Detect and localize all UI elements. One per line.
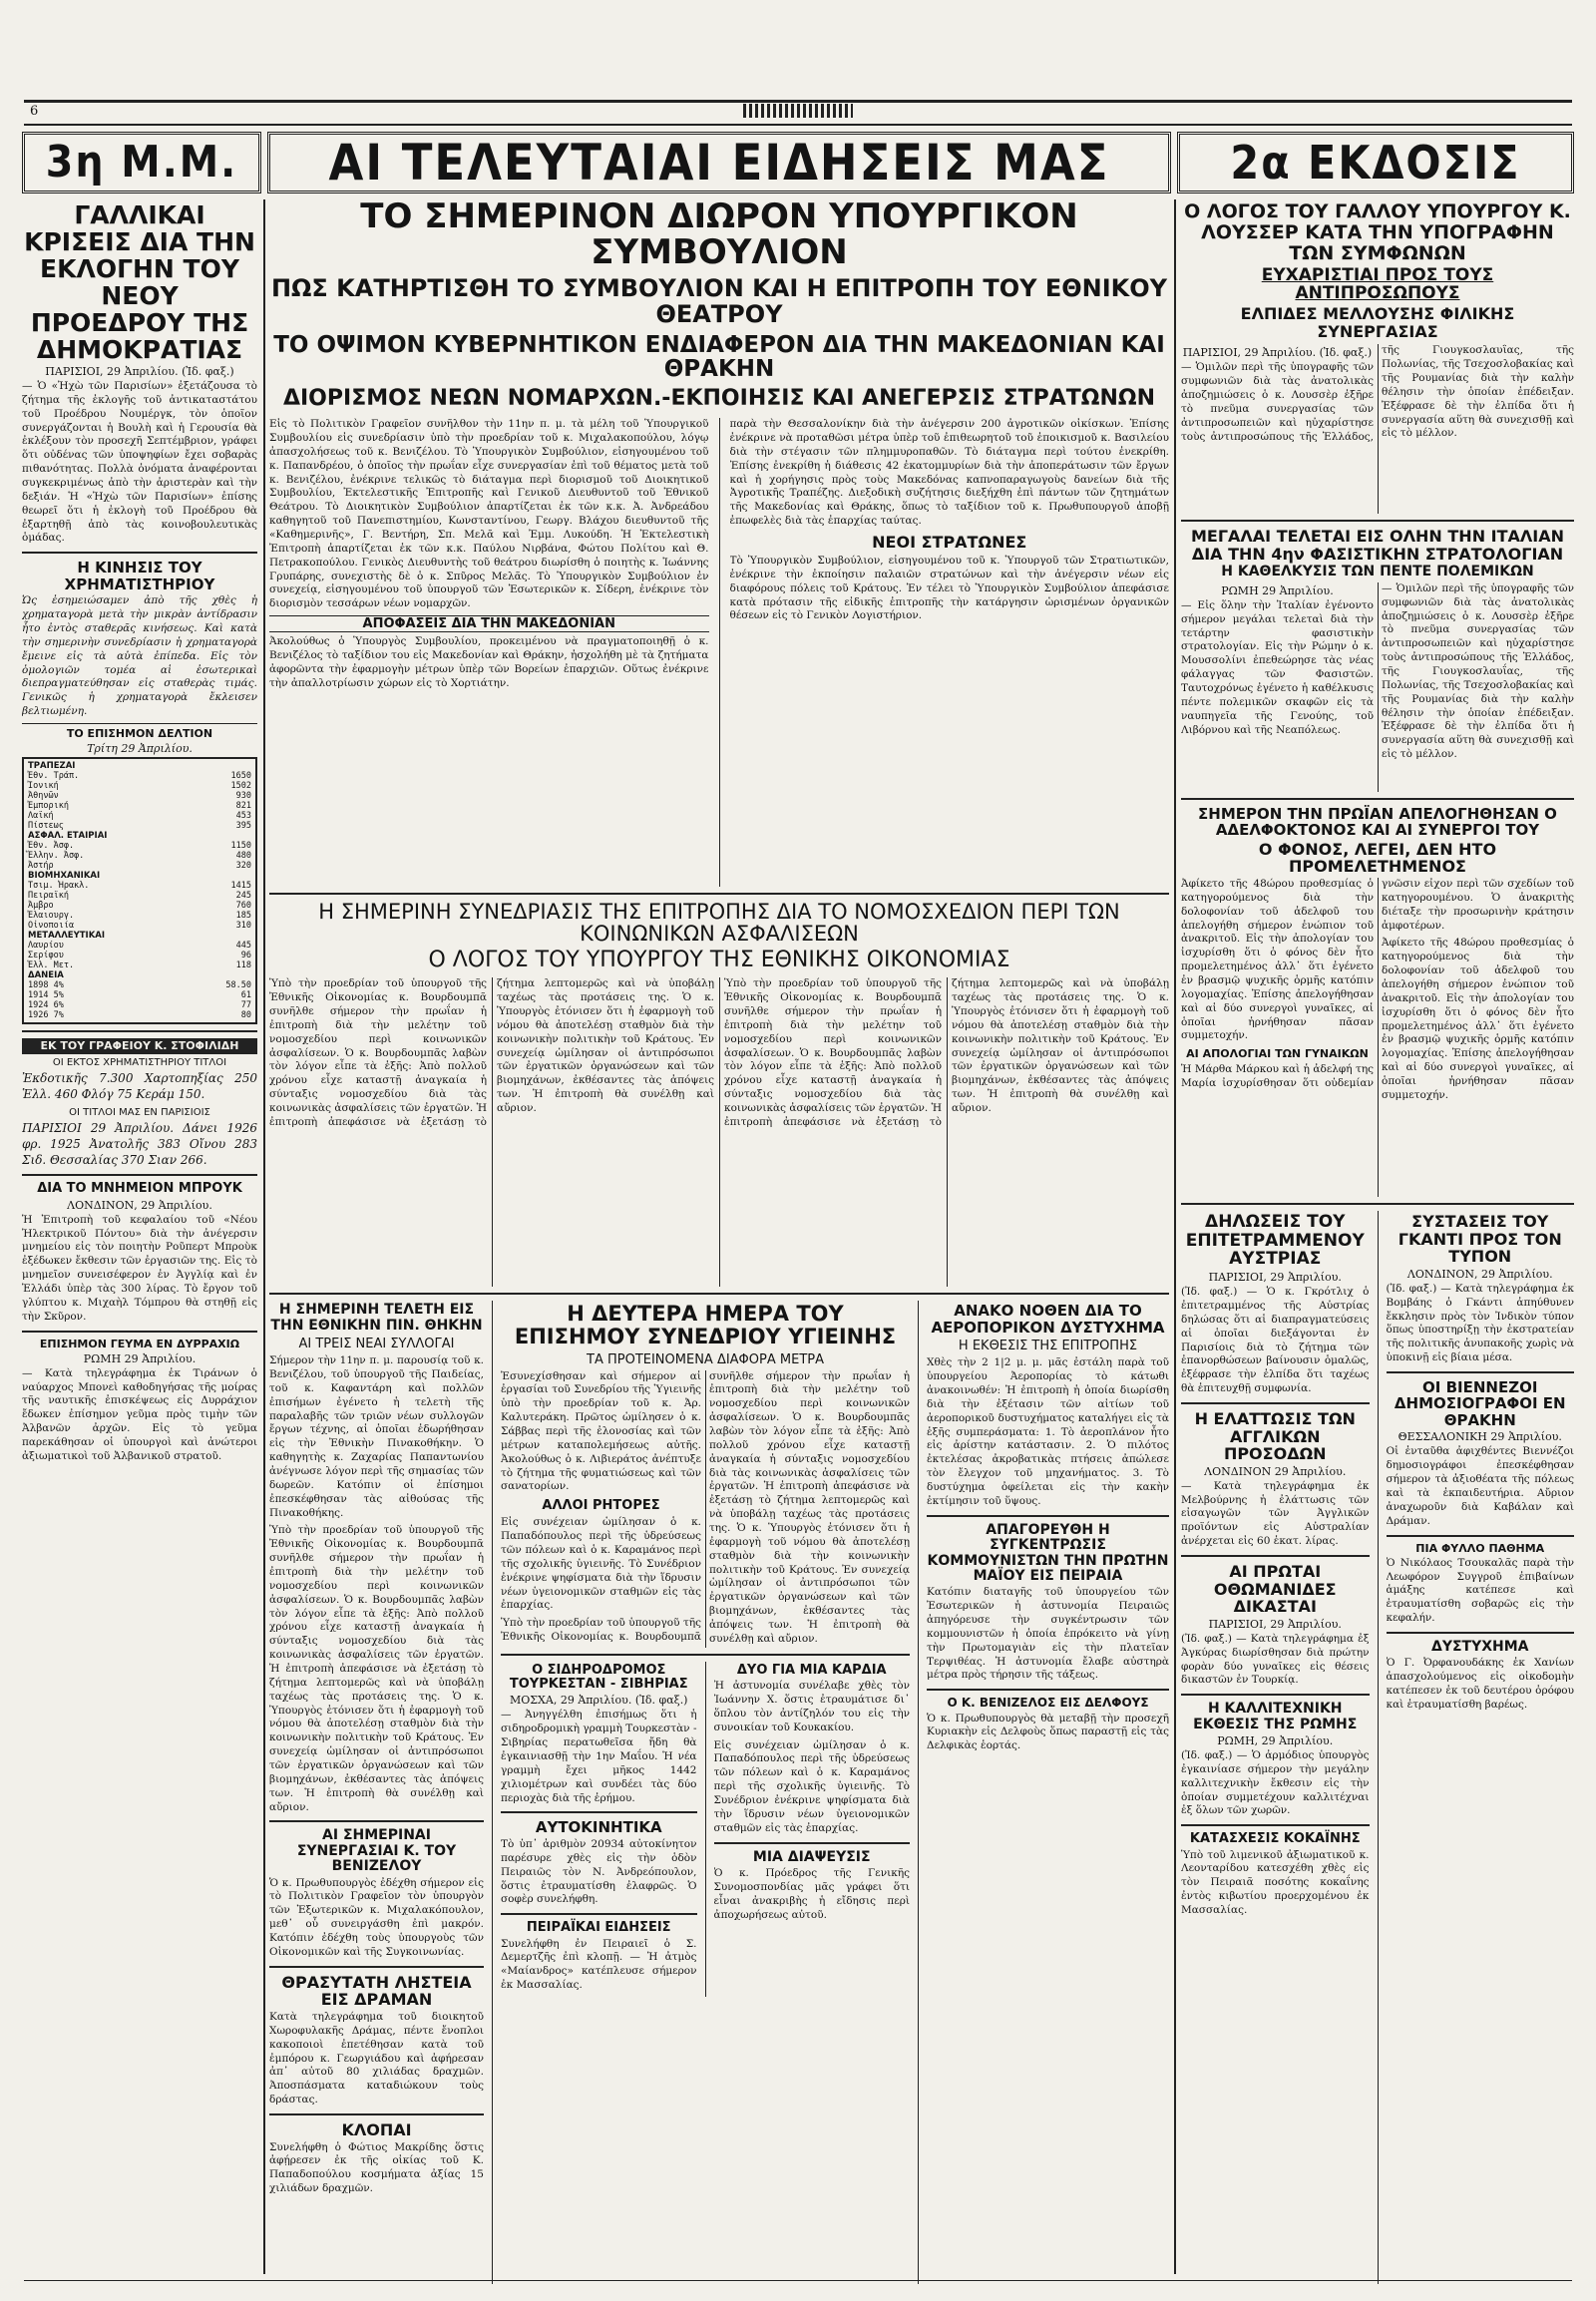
stock-price: 760 xyxy=(235,901,251,912)
stock-name: Λαϊκή xyxy=(28,811,54,822)
dateline: ΠΑΡΙΣΙΟΙ, 29 Ἀπριλίου. xyxy=(1208,1271,1342,1285)
stock-price: 77 xyxy=(240,1000,251,1011)
subheadline: ΑΙ ΤΡΕΙΣ ΝΕΑΙ ΣΥΛΛΟΓΑΙ xyxy=(298,1337,455,1352)
stock-price: 61 xyxy=(240,990,251,1001)
subheadline: ΤΑ ΠΡΟΤΕΙΝΟΜΕΝΑ ΔΙΑΦΟΡΑ ΜΕΤΡΑ xyxy=(587,1351,824,1367)
article-body: Ὑπὸ τὴν προεδρίαν τοῦ ὑπουργοῦ τῆς Ἐθνικῆς Οἰκονομίας κ. Βουρδουμπᾶ συνῆλθε σήμερον τὴν πρωΐαν ἡ ἐπιτροπὴ διὰ τὴν μελέτην τοῦ νομοσχεδίου περὶ κοινωνικῶν ἀσφαλίσεων. Ὁ κ. Βουρδουμπᾶς λαβὼν τὸν λόγον εἶπε τὰ ἑξῆς: Ἀπὸ πολλοῦ χρόνου εἶχε καταστῇ ἀναγκαία ἡ σύνταξις νομοσχεδίου διὰ τὰς κοινωνικὰς ἀσφαλίσεις τῶν ἐργατῶν. Ἡ ἐπιτροπὴ ἀπεφάσισε νὰ ἐξετάσῃ τὸ ζήτημα λεπτομερῶς καὶ νὰ ὑποβάλῃ ταχέως τὰς προτάσεις της. Ὁ κ. Ὑπουργὸς ἐτόνισεν ὅτι ἡ ἐφαρμογὴ τοῦ νόμου θὰ ἀποτελέσῃ σταθμὸν διὰ τὴν κοινωνικὴν πολιτικὴν τοῦ Κράτους. Ἐν συνεχείᾳ ὡμίλησαν οἱ ἀντιπρόσωποι τῶν ἐργατικῶν ὀργανώσεων καὶ τῶν βιομηχάνων, ἐκθέσαντες τὰς ἀπόψεις των. Ἡ ἐπιτροπὴ θὰ συνέλθῃ καὶ αὔριον. xyxy=(269,977,714,1128)
article-body: Ἀφίκετο τῆς 48ώρου προθεσμίας ὁ κατηγορούμενος διὰ τὴν δολοφονίαν τοῦ ἀδελφοῦ του ἀπελογήθη σήμερον ἐνώπιον τοῦ ἀνακριτοῦ. Εἰς τὴν ἀπολογίαν του ἰσχυρίσθη ὅτι ὁ φόνος δὲν ἦτο προμελετημένος ἀλλ᾽ ὅτι ἐγένετο ἐν βρασμῷ ψυχικῆς ὁρμῆς κατόπιν λογομαχίας. Ἐπίσης ἀπελογήθησαν καὶ αἱ δύο συνεργοὶ γυναῖκες, αἱ ὁποῖαι ἠρνήθησαν πᾶσαν συμμετοχήν. xyxy=(1382,937,1574,1101)
headline: Η ΣΗΜΕΡΙΝΗ ΣΥΝΕΔΡΙΑΣΙΣ ΤΗΣ ΕΠΙΤΡΟΠΗΣ ΔΙΑ ΤΟ ΝΟΜΟΣΧΕΔΙΟΝ ΠΕΡΙ ΤΩΝ ΚΟΙΝΩΝΙΚΩΝ ΑΣΦΑΛΙΣΕΩΝ xyxy=(318,900,1120,947)
headline: Η ΚΑΛΛΙΤΕΧΝΙΚΗ ΕΚΘΕΣΙΣ ΤΗΣ ΡΩΜΗΣ xyxy=(1193,1701,1358,1732)
stock-price: 1150 xyxy=(230,841,251,852)
stock-row xyxy=(26,791,253,801)
stock-price: 96 xyxy=(240,951,251,961)
headline: ΔΙΑ ΤΟ ΜΝΗΜΕΙΟΝ ΜΠΡΟΥΚ xyxy=(37,1181,242,1197)
headline: ΔΥΣΤΥΧΗΜΑ xyxy=(1430,1638,1529,1655)
stock-price: 1502 xyxy=(230,781,251,792)
headline: ΠΕΙΡΑΪΚΑΙ ΕΙΔΗΣΕΙΣ xyxy=(526,1920,671,1936)
section-label-left: 3η Μ.Μ. xyxy=(22,132,261,193)
headline: Ο Κ. ΒΕΝΙΖΕΛΟΣ ΕΙΣ ΔΕΛΦΟΥΣ xyxy=(947,1696,1149,1711)
article-body: Κατόπιν διαταγῆς τοῦ ὑπουργείου τῶν Ἐσωτερικῶν ἡ ἀστυνομία Πειραιῶς ἀπηγόρευσε τὴν συγκέντρωσιν τῶν κομμουνιστῶν ἡ ὁποία ἐπρόκειτο νὰ γίνῃ τὴν Πρωτομαγιὰν εἰς τὴν πλατεῖαν Τερψιθέας. Ἡ ἀστυνομία ἔλαβε αὐστηρὰ μέτρα πρὸς τήρησιν τῆς τάξεως. xyxy=(927,1586,1169,1682)
stock-price: 930 xyxy=(235,791,251,802)
section-label-center: ΑΙ ΤΕΛΕΥΤΑΙΑΙ ΕΙΔΗΣΕΙΣ ΜΑΣ xyxy=(267,132,1171,193)
article-body: Τὸ Ὑπουργικὸν Συμβούλιον, εἰσηγουμένου τοῦ κ. Ὑπουργοῦ τῶν Στρατιωτικῶν, ἐνέκρινε τὴν ἐκποίησιν παλαιῶν στρατώνων καὶ τὴν ἀνέγερσιν νέων εἰς διαφόρους πόλεις τοῦ Κράτους. Ἐν τέλει τὸ Ὑπουργικὸν Συμβούλιον ἀπεφάσισε κατὰ πρότασιν τῆς εἰδικῆς ἐπιτροπῆς τὴν κατάργησιν ὡρισμένων ὀργανικῶν θέσεων εἰς τὸ Γενικὸν Λογιστήριον. xyxy=(729,555,1169,622)
stock-name: 1914 5% xyxy=(28,990,64,1001)
stock-price: 80 xyxy=(240,1010,251,1021)
article-body: Ὑπὸ τὴν προεδρίαν τοῦ ὑπουργοῦ τῆς Ἐθνικῆς Οἰκονομίας κ. Βουρδουμπᾶ συνῆλθε σήμερον τὴν πρωΐαν ἡ ἐπιτροπὴ διὰ τὴν μελέτην τοῦ νομοσχεδίου περὶ κοινωνικῶν ἀσφαλίσεων. Ὁ κ. Βουρδουμπᾶς λαβὼν τὸν λόγον εἶπε τὰ ἑξῆς: Ἀπὸ πολλοῦ χρόνου εἶχε καταστῇ ἀναγκαία ἡ σύνταξις νομοσχεδίου διὰ τὰς κοινωνικὰς ἀσφαλίσεις τῶν ἐργατῶν. Ἡ ἐπιτροπὴ ἀπεφάσισε νὰ ἐξετάσῃ τὸ ζήτημα λεπτομερῶς καὶ νὰ ὑποβάλῃ ταχέως τὰς προτάσεις της. Ὁ κ. Ὑπουργὸς ἐτόνισεν ὅτι ἡ ἐφαρμογὴ τοῦ νόμου θὰ ἀποτελέσῃ σταθμὸν διὰ τὴν κοινωνικὴν πολιτικὴν τοῦ Κράτους. Ἐν συνεχείᾳ ὡμίλησαν οἱ ἀντιπρόσωποι τῶν ἐργατικῶν ὀργανώσεων καὶ τῶν βιομηχάνων, ἐκθέσαντες τὰς ἀπόψεις των. Ἡ ἐπιτροπὴ θὰ συνέλθῃ καὶ αὔριον. xyxy=(269,1524,484,1813)
page-number: 6 xyxy=(30,104,39,119)
stock-name: 1898 4% xyxy=(28,980,64,991)
article-body: Ὁ κ. Πρόεδρος τῆς Γενικῆς Συνομοσπονδίας μᾶς γράφει ὅτι εἶναι ἀνακριβὴς ἡ εἴδησις περὶ ἀποχωρήσεως αὐτοῦ. xyxy=(713,1866,910,1921)
article-body: Εἰς συνέχειαν ὡμίλησαν ὁ κ. Παπαδόπουλος περὶ τῆς ὑδρεύσεως τῶν πόλεων καὶ ὁ κ. Καραμάνος περὶ τῆς σχολικῆς ὑγιεινῆς. Τὸ Συνέδριον ἐνέκρινε ψηφίσματα διὰ τὴν ἵδρυσιν νέων ὑγειονομικῶν σταθμῶν εἰς τὰς ἐπαρχίας. xyxy=(501,1516,701,1612)
article-columns xyxy=(269,977,1169,1287)
article-body: Ὁ Γ. Ὀρφανουδάκης ἐκ Χανίων ἀπασχολούμενος εἰς οἰκοδομὴν κατέπεσεν ἐκ τοῦ δευτέρου ὀρόφου καὶ ἐτραυματίσθη βαρέως. xyxy=(1386,1657,1574,1711)
masthead-ornament xyxy=(743,104,853,118)
article-body: (Ἰδ. φαξ.) — Κατὰ τηλεγράφημα ἐκ Βομβάης ὁ Γκάντι ἀπηύθυνεν ἔκκλησιν πρὸς τὸν Ἰνδικὸν τύπον ὅπως ὑποστηρίξῃ τὴν ἐκστρατείαν τῆς πολιτικῆς ἀνυπακοῆς χωρὶς νὰ ὑποκινῇ εἰς βίαια μέσα. xyxy=(1386,1282,1574,1364)
headline: ΠΩΣ ΚΑΤΗΡΤΙΣΘΗ ΤΟ ΣΥΜΒΟΥΛΙΟΝ ΚΑΙ Η ΕΠΙΤΡΟΠΗ ΤΟΥ ΕΘΝΙΚΟΥ ΘΕΑΤΡΟΥ xyxy=(270,274,1168,328)
top-rule-2 xyxy=(24,124,1572,126)
stock-group-title: ΤΡΑΠΕΖΑΙ xyxy=(28,761,76,772)
headline: ΑΠΑΓΟΡΕΥΘΗ Η ΣΥΓΚΕΝΤΡΩΣΙΣ ΚΟΜΜΟΥΝΙΣΤΩΝ ΤΗΝ ΠΡΩΤΗΝ ΜΑΪΟΥ ΕΙΣ ΠΕΙΡΑΙΑ xyxy=(927,1521,1169,1584)
article-body: Ὑπὸ τοῦ λιμενικοῦ ἀξιωματικοῦ κ. Λεονταρίδου κατεσχέθη χθὲς εἰς τὸν Πειραιᾶ ποσότης κοκαΐνης ἐντὸς κιβωτίου προερχομένου ἐκ Μασσαλίας. xyxy=(1181,1848,1370,1917)
headline: Η ΚΙΝΗΣΙΣ ΤΟΥ ΧΡΗΜΑΤΙΣΤΗΡΙΟΥ xyxy=(64,559,215,593)
article-body: Ἐκδοτικῆς 7.300 Χαρτοπηξίας 250 Ἑλλ. 460 Φλόγ 75 Κεράμ 150. xyxy=(22,1071,257,1102)
stock-row xyxy=(26,990,253,1000)
dateline: ΠΑΡΙΣΙΟΙ, 29 Ἀπριλίου. (Ἰδ. φαξ.) xyxy=(1182,346,1373,360)
stock-name: Λαυρίου xyxy=(28,941,64,952)
headline: ΑΝΑΚΟ ΝΟΘΕΝ ΔΙΑ ΤΟ ΑΕΡΟΠΟΡΙΚΟΝ ΔΥΣΤΥΧΗΜΑ xyxy=(931,1302,1165,1337)
center-column xyxy=(269,199,1169,2284)
stock-row xyxy=(26,881,253,891)
stock-row xyxy=(26,861,253,871)
lower-stories xyxy=(269,1301,1169,2284)
stock-price: 480 xyxy=(235,851,251,862)
article-body: Τὸ ὑπ᾽ ἀριθμὸν 20934 αὐτοκίνητον παρέσυρε χθὲς εἰς τὴν ὁδὸν Πειραιῶς τὸν Ν. Ἀνδρεόπουλον, ὅστις ἐτραυματίσθη ἐλαφρῶς. Ὁ σοφὲρ συνελήφθη. xyxy=(501,1837,697,1906)
article-body: — Εἰς ὅλην τὴν Ἰταλίαν ἐγένοντο σήμερον μεγάλαι τελεταὶ διὰ τὴν τετάρτην φασιστικὴν στρατολογίαν. Εἰς τὴν Ρώμην ὁ κ. Μουσσολίνι ἐπεθεώρησε τὰς νέας φάλαγγας τῶν Φασιστῶν. Ταυτοχρόνως ἐγένετο ἡ καθέλκυσις πέντε πολεμικῶν σκαφῶν εἰς τὰ ναυπηγεῖα τῆς Γενούης, τοῦ Λιβόρνου καὶ τῆς Νεαπόλεως. xyxy=(1181,598,1374,736)
article-body: — Κατὰ τηλεγράφημα ἐκ Τιράνων ὁ ναύαρχος Μπονεὶ καθοδηγήσας τῆς μοίρας τῆς ναυτικῆς ἐπισκέψεως εἰς Δυρράχιον ἔδωκεν ἐπίσημον γεῦμα πρὸς τιμὴν τῶν Ἀλβανῶν ἀρχῶν. Εἰς τὸ γεῦμα παρεκάθησαν οἱ ὑπουργοὶ καὶ ἀνώτεροι ἀξιωματικοὶ τοῦ Ἀλβανικοῦ στρατοῦ. xyxy=(22,1366,257,1462)
article-body: — Ὁμιλῶν περὶ τῆς ὑπογραφῆς τῶν συμφωνιῶν διὰ τὰς ἀνατολικὰς ἀποζημιώσεις ὁ κ. Λουσσὲρ ἐξῆρε τὸ πνεῦμα συνεργασίας τῶν ἀντιπροσωπειῶν καὶ ηὐχαρίστησε τοὺς ἀντιπροσώπους τῆς Ἑλλάδος, τῆς Γιουγκοσλαυΐας, τῆς Πολωνίας, τῆς Τσεχοσλοβακίας καὶ τῆς Ρουμανίας διὰ τὴν καλὴν θέλησιν τὴν ὁποίαν ἐπέδειξαν. Ἐξέφρασε δὲ τὴν ἐλπίδα ὅτι ἡ συνεργασία αὕτη θὰ συνεχισθῇ καὶ εἰς τὸ μέλλον. xyxy=(1181,344,1574,443)
stock-row xyxy=(26,821,253,831)
subheadline: Η ΚΑΘΕΛΚΥΣΙΣ ΤΩΝ ΠΕΝΤΕ ΠΟΛΕΜΙΚΩΝ xyxy=(1221,564,1534,580)
stock-row xyxy=(26,1000,253,1010)
stock-name: Ἀμβρο xyxy=(28,901,54,912)
stock-price: 320 xyxy=(235,861,251,872)
stock-name: Ἀθηνῶν xyxy=(28,791,59,802)
bottom-rule xyxy=(24,2280,1572,2281)
dateline: ΘΕΣΣΑΛΟΝΙΚΗ 29 Ἀπριλίου. xyxy=(1397,1430,1562,1444)
stock-price: 395 xyxy=(235,821,251,832)
article-body: Σήμερον τὴν 11ην π. μ. παρουσίᾳ τοῦ κ. Βενιζέλου, τοῦ ὑπουργοῦ τῆς Παιδείας, τοῦ κ. Καφαντάρη καὶ πολλῶν ἐπισήμων ἐγένετο ἡ τελετὴ τῆς παραλαβῆς τῶν τριῶν νέων συλλογῶν ἔργων τέχνης, αἱ ὁποῖαι ἐδωρήθησαν εἰς τὴν Ἐθνικὴν Πινακοθήκην. Ὁ καθηγητὴς κ. Ζαχαρίας Παπαντωνίου ἀνέγνωσε λόγον περὶ τῆς σημασίας τῶν δωρεῶν. Κατόπιν οἱ ἐπίσημοι ἐπεσκέφθησαν τὰς αἰθούσας τῆς Πινακοθήκης. xyxy=(269,1354,484,1519)
stock-row xyxy=(26,921,253,931)
article-body: — Ὁ «Ἠχὼ τῶν Παρισίων» ἐξετάζουσα τὸ ζήτημα τῆς ἐκλογῆς τοῦ ἀντικαταστάτου τοῦ Προέδρου Νουμέργκ, τὸν ὁποῖον συνεργάζονται ἡ Βουλὴ καὶ ἡ Γερουσία θὰ ἐκλέξουν τὸν προσεχῆ Σεπτέμβριον, γράφει ὅτι οὐδένας τῶν ὑποψηφίων ἔχει σοβαρὰς πιθανότητας. Πολλὰ ὀνόματα ἀναφέρονται συγκεκριμένως ἀπὸ τὴν ἀριστερὰν καὶ τὴν δεξιάν. Ἡ «Ἠχὼ τῶν Παρισίων» ἐπίσης θεωρεῖ ὅτι ἡ ἐκλογὴ τοῦ Προέδρου θὰ ἐξαρτηθῇ ἀπὸ τὰς κοινοβουλευτικὰς ὁμάδας. xyxy=(22,380,257,545)
headline: ΣΥΣΤΑΣΕΙΣ ΤΟΥ ΓΚΑΝΤΙ ΠΡΟΣ ΤΟΝ ΤΥΠΟΝ xyxy=(1397,1212,1562,1267)
headline: ΠΙΑ ΦΥΛΛΟ ΠΑΘΗΜΑ xyxy=(1415,1541,1545,1555)
headline: ΕΠΙΣΗΜΟΝ ΓΕΥΜΑ ΕΝ ΔΥΡΡΑΧΙΩ xyxy=(39,1337,240,1350)
subheadline: ΑΙ ΑΠΟΛΟΓΙΑΙ ΤΩΝ ΓΥΝΑΙΚΩΝ xyxy=(1186,1047,1369,1061)
stock-name: Ἐθν. Τράπ. xyxy=(28,771,80,782)
headline: Η ΣΗΜΕΡΙΝΗ ΤΕΛΕΤΗ ΕΙΣ ΤΗΝ ΕΘΝΙΚΗΝ ΠΙΝ. ΘΗΚΗΝ xyxy=(270,1302,483,1334)
stock-row xyxy=(26,771,253,781)
subheadline: ΝΕΟΙ ΣΤΡΑΤΩΝΕΣ xyxy=(872,533,1027,552)
headline: ΕΛΠΙΔΕΣ ΜΕΛΛΟΥΣΗΣ ΦΙΛΙΚΗΣ ΣΥΝΕΡΓΑΣΙΑΣ xyxy=(1240,304,1515,341)
article-body: Ἀφίκετο τῆς 48ώρου προθεσμίας ὁ κατηγορούμενος διὰ τὴν δολοφονίαν τοῦ ἀδελφοῦ του ἀπελογήθη σήμερον ἐνώπιον τοῦ ἀνακριτοῦ. Εἰς τὴν ἀπολογίαν του ἰσχυρίσθη ὅτι ὁ φόνος δὲν ἦτο προμελετημένος ἀλλ᾽ ὅτι ἐγένετο ἐν βρασμῷ ψυχικῆς ὁρμῆς κατόπιν λογομαχίας. Ἐπίσης ἀπελογήθησαν καὶ αἱ δύο συνεργοὶ γυναῖκες, αἱ ὁποῖαι ἠρνήθησαν πᾶσαν συμμετοχήν. xyxy=(1181,878,1374,1042)
article-body: Ὑπὸ τὴν προεδρίαν τοῦ ὑπουργοῦ τῆς Ἐθνικῆς Οἰκονομίας κ. Βουρδουμπᾶ συνῆλθε σήμερον τὴν πρωΐαν ἡ ἐπιτροπὴ διὰ τὴν μελέτην τοῦ νομοσχεδίου περὶ κοινωνικῶν ἀσφαλίσεων. Ὁ κ. Βουρδουμπᾶς λαβὼν τὸν λόγον εἶπε τὰ ἑξῆς: Ἀπὸ πολλοῦ χρόνου εἶχε καταστῇ ἀναγκαία ἡ σύνταξις νομοσχεδίου διὰ τὰς κοινωνικὰς ἀσφαλίσεις τῶν ἐργατῶν. Ἡ ἐπιτροπὴ ἀπεφάσισε νὰ ἐξετάσῃ τὸ ζήτημα λεπτομερῶς καὶ νὰ ὑποβάλῃ ταχέως τὰς προτάσεις της. Ὁ κ. Ὑπουργὸς ἐτόνισεν ὅτι ἡ ἐφαρμογὴ τοῦ νόμου θὰ ἀποτελέσῃ σταθμὸν διὰ τὴν κοινωνικὴν πολιτικὴν τοῦ Κράτους. Ἐν συνεχείᾳ ὡμίλησαν οἱ ἀντιπρόσωποι τῶν ἐργατικῶν ὀργανώσεων καὶ τῶν βιομηχάνων, ἐκθέσαντες τὰς ἀπόψεις των. Ἡ ἐπιτροπὴ θὰ συνέλθῃ καὶ αὔριον. xyxy=(724,977,1169,1128)
headline: ΑΙ ΠΡΩΤΑΙ ΟΘΩΜΑΝΙΔΕΣ ΔΙΚΑΣΤΑΙ xyxy=(1213,1562,1337,1617)
stock-price: 445 xyxy=(235,941,251,952)
dateline: ΛΟΝΔΙΝΟΝ, 29 Ἀπριλίου. xyxy=(1406,1267,1553,1281)
headline: ΑΙ ΣΗΜΕΡΙΝΑΙ ΣΥΝΕΡΓΑΣΙΑΙ Κ. ΤΟΥ ΒΕΝΙΖΕΛΟΥ xyxy=(296,1827,457,1875)
headline: ΕΥΧΑΡΙΣΤΙΑΙ ΠΡΟΣ ΤΟΥΣ ΑΝΤΙΠΡΟΣΩΠΟΥΣ xyxy=(1261,264,1494,304)
main-headline: ΤΟ ΣΗΜΕΡΙΝΟΝ ΔΙΩΡΟΝ ΥΠΟΥΡΓΙΚΟΝ ΣΥΜΒΟΥΛΙΟΝ xyxy=(360,199,1078,272)
stock-row xyxy=(26,811,253,821)
headline: ΟΙ ΒΙΕΝΝΕΖΟΙ ΔΗΜΟΣΙΟΓΡΑΦΟΙ ΕΝ ΘΡΑΚΗΝ xyxy=(1394,1377,1566,1429)
headline: ΣΗΜΕΡΟΝ ΤΗΝ ΠΡΩΪΑΝ ΑΠΕΛΟΓΗΘΗΣΑΝ Ο ΑΔΕΛΦΟΚΤΟΝΟΣ ΚΑΙ ΑΙ ΣΥΝΕΡΓΟΙ ΤΟΥ xyxy=(1198,804,1557,840)
article-body: Ἀκολούθως ὁ Ὑπουργὸς Συμβουλίου, προκειμένου νὰ πραγματοποιηθῇ ὁ κ. Βενιζέλος τὸ ταξίδιον του εἰς Μακεδονίαν καὶ Θράκην, ἠσχολήθη μὲ τὰ ζητήματα ἀφορῶντα τὴν ἐφαρμογὴν μέτρων ὑπὲρ τῶν Βορείων ἐπαρχιῶν. Οὕτως ἐνέκρινε τὴν ἀπαλλοτρίωσιν χώρων εἰς τὸ Χορτιάτην. xyxy=(269,635,709,689)
article-body: Οἱ ἐνταῦθα ἀφιχθέντες Βιεννέζοι δημοσιογράφοι ἐπεσκέφθησαν σήμερον τὰ ἀξιοθέατα τῆς πόλεως καὶ τὰ ἐκπαιδευτήρια. Αὔριον ἀναχωροῦν διὰ Καβάλαν καὶ Δράμαν. xyxy=(1386,1445,1574,1527)
stock-name: Ἐμπορική xyxy=(28,801,69,812)
article-body: Ἐσυνεχίσθησαν καὶ σήμερον αἱ ἐργασίαι τοῦ Συνεδρίου τῆς Ὑγιεινῆς ὑπὸ τὴν προεδρίαν τοῦ κ. Ἀρ. Καλυτεράκη. Πρῶτος ὡμίλησεν ὁ κ. Σάββας περὶ τῆς ἐλονοσίας καὶ τῶν μέτρων καταπολεμήσεως αὐτῆς. Ἀκολούθως ὁ κ. Λιβιεράτος ἀνέπτυξε τὸ ζήτημα τῆς φυματιώσεως καὶ τῶν σανατορίων. xyxy=(501,1369,701,1493)
right-column xyxy=(1181,199,1574,2284)
article-body: Ὑπὸ τὴν προεδρίαν τοῦ ὑπουργοῦ τῆς Ἐθνικῆς Οἰκονομίας κ. Βουρδουμπᾶ συνῆλθε σήμερον τὴν πρωΐαν ἡ ἐπιτροπὴ διὰ τὴν μελέτην τοῦ νομοσχεδίου περὶ κοινωνικῶν ἀσφαλίσεων. Ὁ κ. Βουρδουμπᾶς λαβὼν τὸν λόγον εἶπε τὰ ἑξῆς: Ἀπὸ πολλοῦ χρόνου εἶχε καταστῇ ἀναγκαία ἡ σύνταξις νομοσχεδίου διὰ τὰς κοινωνικὰς ἀσφαλίσεις τῶν ἐργατῶν. Ἡ ἐπιτροπὴ ἀπεφάσισε νὰ ἐξετάσῃ τὸ ζήτημα λεπτομερῶς καὶ νὰ ὑποβάλῃ ταχέως τὰς προτάσεις της. Ὁ κ. Ὑπουργὸς ἐτόνισεν ὅτι ἡ ἐφαρμογὴ τοῦ νόμου θὰ ἀποτελέσῃ σταθμὸν διὰ τὴν κοινωνικὴν πολιτικὴν τοῦ Κράτους. Ἐν συνεχείᾳ ὡμίλησαν οἱ ἀντιπρόσωποι τῶν ἐργατικῶν ὀργανώσεων καὶ τῶν βιομηχάνων, ἐκθέσαντες τὰς ἀπόψεις των. Ἡ ἐπιτροπὴ θὰ συνέλθῃ καὶ αὔριον. xyxy=(501,1369,910,1645)
dateline: ΛΟΝΔΙΝΟΝ 29 Ἀπριλίου. xyxy=(1204,1464,1347,1478)
stock-price: 821 xyxy=(235,801,251,812)
dateline: ΠΑΡΙΣΙΟΙ, 29 Ἀπριλίου. xyxy=(1208,1617,1342,1631)
dateline: ΠΑΡΙΣΙΟΙ, 29 Ἀπριλίου. (Ἰδ. φαξ.) xyxy=(45,365,234,378)
stock-name: Ἑλλ. Μετ. xyxy=(28,960,75,971)
left-column xyxy=(22,199,257,2284)
headline: ΚΛΟΠΑΙ xyxy=(341,2119,412,2139)
article-body: Ἡ Ἐπιτροπὴ τοῦ κεφαλαίου τοῦ «Νέου Ἠλεκτρικοῦ Πόντου» διὰ τὴν ἀνέγερσιν μνημείου εἰς τὸν ποιητὴν Ροῦπερτ Μπροὺκ ἐξέδωκεν ἔκθεσιν τῶν ἐργασιῶν της. Εἰς τὸ μνημεῖον συνεισέφερον ἐν Ἀγγλίᾳ καὶ ἐν Ἑλλάδι ὑπὲρ τὰς 300 λίρας. Τὸ ἔργον τοῦ γλύπτου κ. Μιχαὴλ Τόμπρου θὰ στηθῇ εἰς τὴν Σκῦρον. xyxy=(22,1213,257,1323)
headline: Η ΔΕΥΤΕΡΑ ΗΜΕΡΑ ΤΟΥ ΕΠΙΣΗΜΟΥ ΣΥΝΕΔΡΙΟΥ ΥΓΙΕΙΝΗΣ xyxy=(514,1302,897,1349)
headline: ΕΚ ΤΟΥ ΓΡΑΦΕΙΟΥ Κ. ΣΤΟΦΙΛΙΔΗ xyxy=(22,1038,257,1054)
article-body: παρὰ τὴν Θεσσαλονίκην διὰ τὴν ἀνέγερσιν 200 ἀγροτικῶν οἰκίσκων. Ἐπίσης ἐνέκρινε νὰ προταθῶσι μέτρα ὑπὲρ τοῦ ἐπιθεωρητοῦ τοῦ ἐποικισμοῦ κ. Βασιλείου διὰ τὴν στέγασιν τῶν πλημμυροπαθῶν. Τὸ διάταγμα περὶ τούτου ἐνεκρίθη. Ἐπίσης ἐνεκρίθη ἡ διάθεσις 42 ἐκατομμυρίων διὰ τὴν ἀποπεράτωσιν τῶν ἔργων καὶ ἡ χορήγησις πρὸς τοὺς Μακεδόνας καπνοπαραγωγοὺς δανείων διὰ τῆς Ἀγροτικῆς Τραπέζης. Διεξοδικὴ συζήτησις διεξήχθη ἐπὶ πάντων τῶν ζητημάτων τῆς Μακεδονίας καὶ Θράκης, ὅπως τὸ ταξίδιον τοῦ κ. Πρωθυπουργοῦ ἀποβῇ ἐπωφελὲς διὰ τὰς ἐπαρχίας ταύτας. xyxy=(729,418,1169,528)
stock-group-title: ΑΣΦΑΛ. ΕΤΑΙΡΙΑΙ xyxy=(28,831,108,842)
stock-row xyxy=(26,801,253,811)
article-body: — Ὁμιλῶν περὶ τῆς ὑπογραφῆς τῶν συμφωνιῶν διὰ τὰς ἀνατολικὰς ἀποζημιώσεις ὁ κ. Λουσσὲρ ἐξῆρε τὸ πνεῦμα συνεργασίας τῶν ἀντιπροσωπειῶν καὶ ηὐχαρίστησε τοὺς ἀντιπροσώπους τῆς Ἑλλάδος, τῆς Γιουγκοσλαυΐας, τῆς Πολωνίας, τῆς Τσεχοσλοβακίας καὶ τῆς Ρουμανίας διὰ τὴν καλὴν θέλησιν τὴν ὁποίαν ἐπέδειξαν. Ἐξέφρασε δὲ τὴν ἐλπίδα ὅτι ἡ συνεργασία αὕτη θὰ συνεχισθῇ καὶ εἰς τὸ μέλλον. xyxy=(1382,581,1574,761)
headline: ΔΗΛΩΣΕΙΣ ΤΟΥ ΕΠΙΤΕΤΡΑΜΜΕΝΟΥ ΑΥΣΤΡΙΑΣ xyxy=(1185,1212,1365,1270)
stock-name: Ἰονική xyxy=(28,781,59,792)
stock-price: 453 xyxy=(235,811,251,822)
article-body: Κατὰ τηλεγράφημα τοῦ διοικητοῦ Χωροφυλακῆς Δράμας, πέντε ἔνοπλοι κακοποιοὶ ἐπετέθησαν κατὰ τοῦ ἐμπόρου κ. Γεωργιάδου καὶ ἀφήρεσαν ἀπ᾽ αὐτοῦ 80 χιλιάδας δραχμῶν. Ἀποσπάσματα καταδιώκουν τοὺς δράστας. xyxy=(269,2010,484,2107)
headline: ΔΙΟΡΙΣΜΟΣ ΝΕΩΝ ΝΟΜΑΡΧΩΝ.-ΕΚΠΟΙΗΣΙΣ ΚΑΙ ΑΝΕΓΕΡΣΙΣ ΣΤΡΑΤΩΝΩΝ xyxy=(282,386,1156,412)
bulletin-title: ΤΟ ΕΠΙΣΗΜΟΝ ΔΕΛΤΙΟΝ xyxy=(66,727,213,741)
article-body: Ὡς ἐσημειώσαμεν ἀπὸ τῆς χθὲς ἡ χρηματαγορὰ μετὰ τὴν μικρὰν ἀντίδρασιν ἦτο ἐντὸς σταθερᾶς κινήσεως. Καὶ κατὰ τὴν σημερινὴν συνεδρίασιν ἡ χρηματαγορὰ ἔμεινε εἰς τὰ αὐτὰ ἐπίπεδα. Εἰς τὸν ὁμολογιῶν τομέα αἱ ἐσωτερικαὶ διεπραγματεύθησαν εἰς σταθερὰς τιμάς. Γενικῶς ἡ χρηματαγορὰ ἔκλεισεν βελτιωμένη. xyxy=(22,594,257,718)
headline: ΜΙΑ ΔΙΑΨΕΥΣΙΣ xyxy=(752,1848,871,1865)
headline: Ο ΣΙΔΗΡΟΔΡΟΜΟΣ ΤΟΥΡΚΕΣΤΑΝ - ΣΙΒΗΡΙΑΣ xyxy=(509,1662,688,1693)
bulletin-date: Τρίτη 29 Ἀπριλίου. xyxy=(87,742,193,756)
article-body: Συνελήφθη ὁ Φώτιος Μακρίδης ὅστις ἀφῄρεσεν ἐκ τῆς οἰκίας τοῦ Κ. Παπαδοπούλου κοσμήματα ἀξίας 15 χιλιάδων δραχμῶν. xyxy=(269,2140,484,2195)
dateline: ΜΟΣΧΑ, 29 Ἀπριλίου. (Ἰδ. φαξ.) xyxy=(510,1694,688,1708)
dateline: ΡΩΜΗ 29 Ἀπριλίου. xyxy=(83,1351,197,1365)
headline: ΤΟ ΟΨΙΜΟΝ ΚΥΒΕΡΝΗΤΙΚΟΝ ΕΝΔΙΑΦΕΡΟΝ ΔΙΑ ΤΗΝ ΜΑΚΕΔΟΝΙΑΝ ΚΑΙ ΘΡΑΚΗΝ xyxy=(273,331,1165,382)
subheadline: ΑΛΛΟΙ ΡΗΤΟΡΕΣ xyxy=(542,1498,660,1514)
article-body: (Ἰδ. φαξ.) — Ὁ κ. Γκρότλιχ ὁ ἐπιτετραμμένος τῆς Αὐστρίας δηλώσας ὅτι αἱ διαπραγματεύσεις αἱ ὁποῖαι διεξάγονται ἐν Παρισίοις διὰ τὸ ζήτημα τῶν ἐπανορθώσεων βαίνουσιν ὁμαλῶς, ἐξέφρασε τὴν ἐλπίδα ὅτι ταχέως θὰ ἐπιτευχθῇ συμφωνία. xyxy=(1181,1286,1370,1395)
stock-group-title: ΔΑΝΕΙΑ xyxy=(28,970,64,981)
stock-name: Πίστεως xyxy=(28,821,64,832)
stock-name: Πειραϊκή xyxy=(28,891,69,902)
stock-row xyxy=(26,941,253,951)
dateline: ΡΩΜΗ, 29 Ἀπριλίου. xyxy=(1217,1734,1334,1748)
article-body: Ἡ Μάρθα Μάρκου καὶ ἡ ἀδελφή της Μαρία ἰσχυρίσθησαν ὅτι οὐδεμίαν γνῶσιν εἶχον περὶ τῶν σχεδίων τοῦ κατηγορουμένου. Ὁ ἀνακριτὴς διέταξε τὴν προσωρινὴν κράτησιν ἀμφοτέρων. xyxy=(1181,878,1574,1090)
subheadline: ΟΙ ΤΙΤΛΟΙ ΜΑΣ ΕΝ ΠΑΡΙΣΙΟΙΣ xyxy=(69,1106,210,1118)
article-body: (Ἰδ. φαξ.) — Κατὰ τηλεγράφημα ἐξ Ἀγκύρας διωρίσθησαν διὰ πρώτην φορὰν δύο γυναῖκες εἰς θέσεις δικαστῶν ἐν Τουρκίᾳ. xyxy=(1181,1632,1370,1687)
stock-name: Ἐθν. Ἀσφ. xyxy=(28,841,75,852)
stock-price: 1415 xyxy=(230,881,251,892)
stock-name: Ἕλλην. Ἀσφ. xyxy=(28,851,85,862)
dateline: ΡΩΜΗ 29 Ἀπριλίου. xyxy=(1221,583,1334,597)
article-body: — Κατὰ τηλεγράφημα ἐκ Μελβούρνης ἡ ἐλάττωσις τῶν εἰσαγωγῶν τῶν Ἀγγλικῶν προϊόντων εἰς Αὐστραλίαν ἀνέρχεται εἰς 60 ἑκατ. λίρας. xyxy=(1181,1479,1370,1548)
headline: Ο ΛΟΓΟΣ ΤΟΥ ΥΠΟΥΡΓΟΥ ΤΗΣ ΕΘΝΙΚΗΣ ΟΙΚΟΝΟΜΙΑΣ xyxy=(428,948,1010,973)
headline: Η ΕΛΑΤΤΩΣΙΣ ΤΩΝ ΑΓΓΛΙΚΩΝ ΠΡΟΣΟΔΩΝ xyxy=(1194,1408,1356,1464)
stock-name: Ἐλαιουργ. xyxy=(28,911,75,922)
stock-name: Τσιμ. Ἡρακλ. xyxy=(28,881,90,892)
stock-row xyxy=(26,891,253,901)
subheadline: ΟΙ ΕΚΤΟΣ ΧΡΗΜΑΤΙΣΤΗΡΙΟΥ ΤΙΤΛΟΙ xyxy=(52,1057,227,1069)
headline: ΔΥΟ ΓΙΑ ΜΙΑ ΚΑΡΔΙΑ xyxy=(736,1662,887,1678)
headline: ΓΑΛΛΙΚΑΙ ΚΡΙΣΕΙΣ ΔΙΑ ΤΗΝ ΕΚΛΟΓΗΝ ΤΟΥ ΝΕΟΥ ΠΡΟΕΔΡΟΥ ΤΗΣ ΔΗΜΟΚΡΑΤΙΑΣ xyxy=(24,200,255,364)
stock-row xyxy=(26,1010,253,1020)
stock-price: 185 xyxy=(235,911,251,922)
stock-name: 1924 6% xyxy=(28,1000,64,1011)
headline: ΜΕΓΑΛΑΙ ΤΕΛΕΤΑΙ ΕΙΣ ΟΛΗΝ ΤΗΝ ΙΤΑΛΙΑΝ ΔΙΑ ΤΗΝ 4ην ΦΑΣΙΣΤΙΚΗΝ ΣΤΡΑΤΟΛΟΓΙΑΝ xyxy=(1190,527,1565,564)
subheadline: ΑΠΟΦΑΣΕΙΣ ΔΙΑ ΤΗΝ ΜΑΚΕΔΟΝΙΑΝ xyxy=(269,615,709,632)
stock-name: Σερίφου xyxy=(28,951,64,961)
stock-row xyxy=(26,851,253,861)
column-rule xyxy=(263,199,265,2274)
article-body: Ὁ Νικόλαος Τσουκαλᾶς παρὰ τὴν Λεωφόρον Συγγροῦ ἐπιβαίνων ἁμάξης κατέπεσε καὶ ἐτραυματίσθη σοβαρῶς εἰς τὴν κεφαλήν. xyxy=(1386,1556,1574,1625)
headline: ΚΑΤΑΣΧΕΣΙΣ ΚΟΚΑΪΝΗΣ xyxy=(1189,1831,1361,1847)
stock-price: 58.50 xyxy=(225,980,251,991)
lead-story-columns xyxy=(269,418,1169,887)
article-body: Εἰς τὸ Πολιτικὸν Γραφεῖον συνῆλθον τὴν 11ην π. μ. τὰ μέλη τοῦ Ὑπουργικοῦ Συμβουλίου εἰς συνεδρίασιν ὑπὸ τὴν προεδρίαν τοῦ κ. Μιχαλακοπούλου, λόγῳ ἀπασχολήσεως τοῦ κ. Βενιζέλου. Τὸ Ὑπουργικὸν Συμβούλιον, εἰσηγουμένου τοῦ κ. Παπανδρέου, ὁ ὁποῖος τὴν πρωΐαν εἶχε συνεργασίαν ἐπὶ τοῦ θέματος μετὰ τοῦ κ. Βενιζέλου, ἐνέκρινε τελικῶς τὸ διάταγμα περὶ διορισμοῦ τοῦ Διοικητικοῦ Συμβουλίου, Ἐκτελεστικῆς Ἐπιτροπῆς καὶ Γενικοῦ Διευθυντοῦ τοῦ Ἐθνικοῦ Θεάτρου. Τὸ Διοικητικὸν Συμβούλιον ἀπαρτίζεται ἐκ τῶν κ.κ. Ἀ. Ἀνδρεάδου καθηγητοῦ τοῦ Πανεπιστημίου, Κωνσταντίνου, Γεωργ. Βλάχου διευθυντοῦ τῆς «Καθημερινῆς», Γ. Βεντήρη, Σπ. Μελᾶ καὶ Ἐμμ. Λυκούδη. Ἡ Ἐκτελεστικὴ Ἐπιτροπὴ ἀπαρτίζεται ἐκ τῶν κ.κ. Παύλου Νιρβάνα, Φώτου Πολίτου καὶ Θ. Πετρακοπούλου. Γενικὸς Διευθυντὴς τοῦ θεάτρου διωρίσθη ὁ ποιητὴς κ. Ἰωάννης Γρυπάρης, συνεχιστὴς δὲ ὁ κ. Σπῦρος Μελᾶς. Τὸ Ὑπουργικὸν Συμβούλιον ἐν συνεχείᾳ, εἰσηγουμένου τοῦ ὑπουργοῦ τῶν Ἐσωτερικῶν κ. Σίδερη, ἐνέκρινε τὸν διορισμὸν τεσσάρων νέων νομαρχῶν. xyxy=(269,418,709,610)
article-body: Ἡ ἀστυνομία συνέλαβε χθὲς τὸν Ἰωάννην Χ. ὅστις ἐτραυμάτισε δι᾽ ὅπλου τὸν ἀντίζηλόν του εἰς τὴν συνοικίαν τοῦ Κουκακίου. xyxy=(713,1680,910,1733)
subheadline: Η ΕΚΘΕΣΙΣ ΤΗΣ ΕΠΙΤΡΟΠΗΣ xyxy=(958,1339,1138,1354)
article-body: Χθὲς τὴν 2 1|2 μ. μ. μᾶς ἐστάλη παρὰ τοῦ ὑπουργείου Ἀεροπορίας τὸ κάτωθι ἀνακοινωθέν: Ἡ ἐπιτροπὴ ἡ ὁποία διωρίσθη διὰ τὴν ἐξέτασιν τῶν αἰτίων τοῦ ἀεροπορικοῦ δυστυχήματος καταλήγει εἰς τὰ ἑξῆς συμπεράσματα: 1. Τὸ ἀεροπλάνον ἦτο εἰς ἀρίστην κατάστασιν. 2. Ὁ πιλότος ἐκτελέσας ἀκροβατικὰς πτήσεις ἀπώλεσε τὸν ἔλεγχον τοῦ μηχανήματος. 3. Τὸ δυστύχημα ὀφείλεται εἰς τὴν κακὴν ἐκτίμησιν τοῦ ὕψους. xyxy=(927,1356,1169,1507)
stock-table xyxy=(22,757,257,1024)
stock-name: Ἀστήρ xyxy=(28,861,54,872)
stock-row xyxy=(26,951,253,960)
stock-row xyxy=(26,980,253,990)
stock-group-title: ΒΙΟΜΗΧΑΝΙΚΑΙ xyxy=(28,871,101,882)
stock-row xyxy=(26,901,253,911)
headline: ΑΥΤΟΚΙΝΗΤΙΚΑ xyxy=(535,1818,662,1837)
dateline: ΛΟΝΔΙΝΟΝ, 29 Ἀπριλίου. xyxy=(67,1198,212,1212)
subheadline: Ο ΦΟΝΟΣ, ΛΕΓΕΙ, ΔΕΝ ΗΤΟ ΠΡΟΜΕΛΕΤΗΜΕΝΟΣ xyxy=(1258,839,1497,877)
top-rule xyxy=(24,100,1572,103)
stock-name: 1926 7% xyxy=(28,1010,64,1021)
stock-price: 245 xyxy=(235,891,251,902)
stock-row xyxy=(26,960,253,970)
stock-price: 310 xyxy=(235,921,251,932)
stock-row xyxy=(26,841,253,851)
article-body: Ὁ κ. Πρωθυπουργὸς ἐδέχθη σήμερον εἰς τὸ Πολιτικὸν Γραφεῖον τὸν ὑπουργὸν τῶν Ἐξωτερικῶν κ. Μιχαλακόπουλον, μεθ᾽ οὗ συνειργάσθη ἐπὶ μακρόν. Κατόπιν ἐδέχθη τοὺς ὑπουργοὺς τῶν Οἰκονομικῶν καὶ τῆς Συγκοινωνίας. xyxy=(269,1876,484,1958)
stock-price: 118 xyxy=(235,960,251,971)
section-label-right: 2α ΕΚΔΟΣΙΣ xyxy=(1177,132,1574,193)
stock-name: Οἰνοποιία xyxy=(28,921,75,932)
headline: ΘΡΑΣΥΤΑΤΗ ΛΗΣΤΕΙΑ ΕΙΣ ΔΡΑΜΑΝ xyxy=(281,1972,472,2010)
stock-row xyxy=(26,781,253,791)
column-rule xyxy=(1174,199,1176,2274)
article-body: Εἰς συνέχειαν ὡμίλησαν ὁ κ. Παπαδόπουλος περὶ τῆς ὑδρεύσεως τῶν πόλεων καὶ ὁ κ. Καραμάνος περὶ τῆς σχολικῆς ὑγιεινῆς. Τὸ Συνέδριον ἐνέκρινε ψηφίσματα διὰ τὴν ἵδρυσιν νέων ὑγειονομικῶν σταθμῶν εἰς τὰς ἐπαρχίας. xyxy=(713,1738,910,1834)
article-body: Ὁ κ. Πρωθυπουργὸς θὰ μεταβῇ τὴν προσεχῆ Κυριακὴν εἰς Δελφοὺς ὅπως παραστῇ εἰς τὰς Δελφικὰς ἑορτάς. xyxy=(927,1712,1169,1752)
stock-group-title: ΜΕΤΑΛΛΕΥΤΙΚΑΙ xyxy=(28,931,106,942)
article-body: — Ἀνηγγέλθη ἐπισήμως ὅτι ἡ σιδηροδρομικὴ γραμμὴ Τουρκεστὰν - Σιβηρίας περατωθεῖσα ἤδη θὰ ἐγκαινιασθῇ τὴν 1ην Μαΐου. Ἡ νέα γραμμὴ ἔχει μῆκος 1442 χιλιομέτρων καὶ συνδέει τὰς δύο περιοχὰς διὰ τῆς ἐρήμου. xyxy=(501,1709,697,1804)
article-body: (Ἰδ. φαξ.) — Ὁ ἀρμόδιος ὑπουργὸς ἐγκαινίασε σήμερον τὴν μεγάλην καλλιτεχνικὴν ἔκθεσιν εἰς τὴν ὁποίαν συμμετέχουν καλλιτέχναι ἐξ ὅλων τῶν χωρῶν. xyxy=(1181,1749,1370,1817)
stock-row xyxy=(26,911,253,921)
article-body: ΠΑΡΙΣΙΟΙ 29 Ἀπριλίου. Δάνει 1926 φρ. 1925 Ἀνατολῆς 383 Οἴνου 283 Σιδ. Θεσσαλίας 370 Σιαν 266. xyxy=(22,1120,257,1167)
stock-price: 1650 xyxy=(230,771,251,782)
article-body: Συνελήφθη ἐν Πειραιεῖ ὁ Σ. Δεμερτζῆς ἐπὶ κλοπῇ. — Ἡ ἀτμὸς «Μαίανδρος» κατέπλευσε σήμερον ἐκ Μασσαλίας. xyxy=(501,1937,697,1992)
headline: Ο ΛΟΓΟΣ ΤΟΥ ΓΑΛΛΟΥ ΥΠΟΥΡΓΟΥ Κ. ΛΟΥΣΣΕΡ ΚΑΤΑ ΤΗΝ ΥΠΟΓΡΑΦΗΝ ΤΩΝ ΣΥΜΦΩΝΩΝ xyxy=(1184,200,1571,264)
